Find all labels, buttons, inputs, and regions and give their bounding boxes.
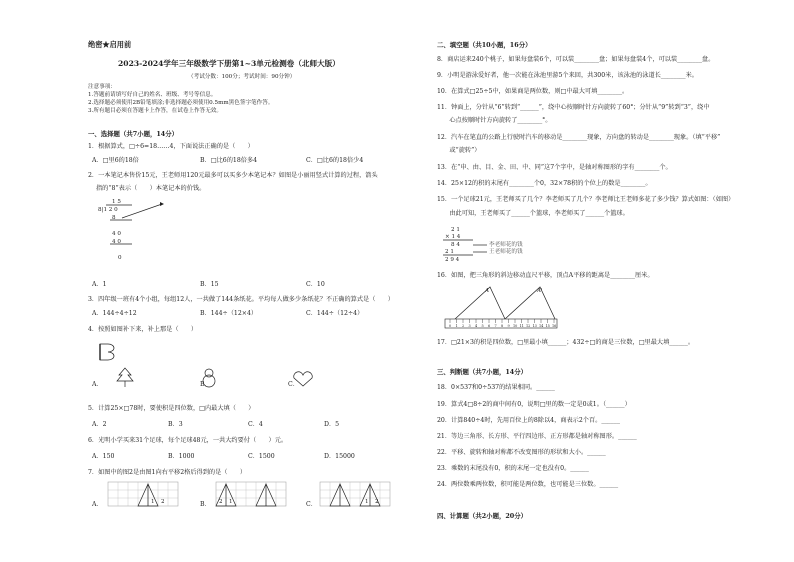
div-dividend: 8|1 2 0 [98, 207, 118, 213]
grid-a-num-1: 1 [151, 499, 155, 505]
q20: 20．计算840÷4时，先用百位上的8除以4，商表示2个百。______ [437, 417, 620, 424]
grid-option-c [320, 480, 400, 510]
note-3: 3.所有题目必须在答题卡上作答，在试卷上作答无效。 [88, 108, 222, 114]
q2-stem-2: 指的“8”表示（ ）本笔记本的价钱。 [96, 185, 206, 192]
arrow-label-li: 李老师花的钱 [489, 242, 523, 248]
triangle-original [455, 287, 505, 319]
q3-stem: 3．四年级一班有4个小组，每组12人，一共做了144条纸花。平均每人做多少条纸花？不正确的算式是（ ） [88, 296, 394, 303]
q3-opt-c: C．144÷（12÷4） [306, 310, 364, 317]
q2-opt-c: C．10 [306, 281, 325, 288]
q19: 19．算式4□8÷2的商中间有0，说明□里的数一定是0或1。（______） [437, 401, 631, 408]
q7-opt-b: B． [200, 501, 211, 508]
q15-cont: 由此可知，王老师买了______个篮球，李老师买了______个篮球。 [437, 210, 629, 217]
tree-shape-icon [116, 368, 134, 388]
q6-opt-b: B．1000 [168, 453, 195, 460]
section1-heading: 一、选择题（共7小题，14分） [88, 130, 179, 138]
q7-stem: 7．如图中的图2是由图1向右平移2格后得到的是（ ） [88, 469, 247, 476]
div-remainder: 0 [118, 255, 122, 261]
div-step1: 8 [112, 215, 116, 221]
notes-heading: 注意事项： [88, 84, 116, 90]
q4-stem: 4．按照如图补下来，补上那是（ ） [88, 326, 198, 333]
ruler-ticks: 0 1 2 3 4 5 6 7 8 9 10 11 12 13 14 15 16 [449, 324, 557, 328]
division-lines [102, 198, 162, 258]
q9: 9．小明是游泳爱好者，他一次能在泳池里游5个来回，共300米，该泳池的泳道长________米。 [437, 72, 698, 79]
vertex-a: A [485, 288, 490, 294]
triangle-moved [505, 287, 555, 319]
q17: 17．□21×3的积是四位数，□里最小填______；432÷□的商是三位数，□里最大填______。 [437, 339, 695, 346]
grid-option-a [108, 480, 188, 510]
q1-opt-a: A．□里6的18倍 [92, 157, 139, 164]
section3-heading: 三、判断题（共7小题，14分） [437, 368, 528, 376]
q5-opt-d: D．5 [324, 421, 340, 428]
q7-opt-a: A． [92, 501, 103, 508]
q24: 24．两位数乘两位数，积可能是两位数，也可能是三位数。______ [437, 481, 619, 488]
q12-cont: 或“旋转”） [437, 147, 481, 154]
q6-stem: 6．光明小学买来31个足球，每个足球48元，一共大约要付（ ）元。 [88, 437, 288, 444]
grid-a-num-2: 2 [161, 499, 165, 505]
gourd-shape-icon [200, 368, 218, 388]
q5-opt-a: A．2 [92, 421, 107, 428]
q10: 10．在算式□25÷5中，如果商是两位数，则□中最大可填________。 [437, 88, 629, 95]
q5-stem: 5．计算25×□78时，要使积是四位数，□内最大填（ ） [88, 405, 255, 412]
section2-heading: 二、填空题（共10小题，16分） [437, 41, 532, 49]
q3-opt-b: B．144÷（12×4） [200, 310, 258, 317]
mult-line-1: 2 1 [451, 227, 460, 233]
arrow-line [122, 204, 162, 218]
grid-b-num-2: 1 [229, 499, 233, 505]
q6-opt-a: A．150 [92, 453, 115, 460]
q7-opt-c: C． [306, 501, 317, 508]
q5-opt-b: B．3 [168, 421, 183, 428]
div-step3: 4 0 [112, 239, 121, 245]
q21: 21．等边三角形、长方形、平行四边形、正方形都是轴对称图形。______ [437, 433, 637, 440]
mult-line-4: 2 1 [445, 249, 454, 255]
q4-opt-b: B． [200, 381, 211, 388]
q11-cont: 心点按顺时针方向旋转了________°。 [437, 117, 552, 124]
vertex-a-prime: A' [537, 288, 543, 294]
q4-opt-c: C． [288, 381, 299, 388]
grid-c-num-2: 2 [375, 499, 379, 505]
q12: 12．汽车在笔直的公路上行驶时汽车的移动是________现象，方向盘的转动是________现象。（填“平移” [437, 134, 721, 141]
q1-opt-b: B．□比6的18倍多4 [200, 157, 258, 164]
q2-opt-a: A．1 [92, 281, 107, 288]
q5-opt-c: C．4 [248, 421, 263, 428]
mult-line-2: × 1 4 [445, 234, 461, 240]
q22: 22．平移、旋转和轴对称都不改变图形的形状和大小。______ [437, 449, 606, 456]
note-1: 1.答题前请填写好自己的姓名、班级、考号等信息。 [88, 92, 217, 98]
grid-option-b [216, 480, 296, 510]
arrow-label-wang: 王老师花的钱 [489, 249, 523, 255]
q15: 15．一个足球21元，王老师买了几个？李老师买了几个？李老师比王老师多花了多少钱？算式如图：（如图） [437, 196, 735, 203]
q6-opt-d: D．15000 [324, 453, 355, 460]
mult-line-5: 2 9 4 [445, 257, 460, 263]
exam-meta: （考试分数：100分；考试时间：90分钟） [188, 74, 296, 80]
q4-opt-a: A． [92, 381, 103, 388]
grid-b-num-1: 2 [219, 499, 223, 505]
q2-opt-b: B．15 [200, 281, 219, 288]
q1-opt-c: C．□比6的18倍少4 [306, 157, 364, 164]
exam-title: 2023-2024学年三年级数学下册第1~3单元检测卷（北师大版） [118, 59, 340, 68]
grid-c-num-1: 1 [365, 499, 369, 505]
q23: 23．乘数的末尾没有0，积的末尾一定也没有0。______ [437, 465, 589, 472]
q11: 11．钟面上，分针从“6”转到“______”，绕中心按顺时针方向旋转了60°；分针从“9”转到“3”，绕中 [437, 104, 710, 111]
div-quotient: 1 5 [112, 199, 121, 205]
half-shape-icon [98, 342, 118, 362]
q6-opt-c: C．1500 [248, 453, 275, 460]
q18: 18．0×537和0÷537的结果相同。______ [437, 384, 555, 391]
q14: 14．25×12的积的末尾有________个0，32×78积的个位上的数是________。 [437, 180, 652, 187]
section4-heading: 四、计算题（共2小题，20分） [437, 512, 528, 520]
div-step2: 4 0 [112, 231, 121, 237]
arrow-head [160, 202, 164, 206]
mult-line-3: 8 4 [451, 242, 460, 248]
q2-stem: 2．一本笔记本售价15元，王老师用120元最多可以买多少本笔记本？如图是小丽用竖式计算的过程，箭头 [88, 172, 378, 179]
q1-stem: 1．根据算式，□÷6=18……4，下面说法正确的是（ ） [88, 143, 254, 150]
q16: 16．如图，把三角形的斜边移动直尺平移，顶点A平移的距离是________厘米。 [437, 272, 654, 279]
secret-label: 绝密★启用前 [88, 40, 132, 49]
q3-opt-a: A．144÷4÷12 [92, 310, 137, 317]
note-2: 2.选择题必须使用2B铅笔填涂;非选择题必须使用0.5mm黑色签字笔作答。 [88, 100, 274, 106]
q8: 8．商店运来240个桃子，如果每盘装6个，可以装________盘；如果每盘装4个，可以装________盘。 [437, 56, 715, 63]
heart-shape-icon [292, 372, 314, 388]
q13: 13．在“申、由、目、金、田、中、同”这7个字中，是轴对称图形的字有________个。 [437, 164, 672, 171]
